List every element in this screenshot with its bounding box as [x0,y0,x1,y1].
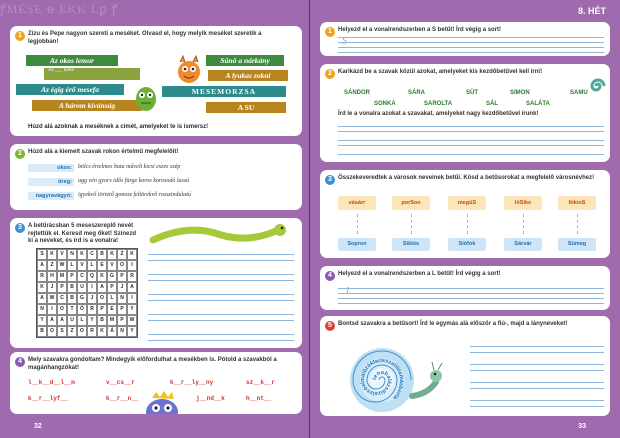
synonym-label: öreg: [28,178,74,186]
grid-cell[interactable]: E [97,260,107,271]
answer-line[interactable] [470,406,604,407]
grid-cell[interactable]: A [47,315,57,326]
grid-cell[interactable]: R [87,304,97,315]
word-option[interactable]: SÁRA [408,90,426,96]
grid-cell[interactable]: W [57,260,67,271]
tale-title: A három kívánság [32,100,142,111]
grid-cell[interactable]: P [107,282,117,293]
grid-cell[interactable]: Y [127,326,137,337]
grid-cell[interactable]: K [127,249,137,260]
grid-cell[interactable]: N [117,326,127,337]
word-option[interactable]: SAROLTA [424,101,453,107]
synonym-words: igyekvő törtető gonosz feltörekvő rosszindulatú [78,192,191,198]
word-blank[interactable]: j__nd__k [196,395,225,402]
connector [523,214,524,234]
answer-line[interactable] [148,294,294,295]
exercise-r3-card [320,170,610,258]
grid-cell[interactable]: W [47,293,57,304]
grid-cell[interactable]: R [87,326,97,337]
spiral-letters-text [336,336,456,414]
writing-line[interactable] [338,37,604,38]
tale-title: MESEMORZSA [162,86,286,97]
tale-title: A lyukas zokni [208,70,288,81]
answer-line[interactable] [470,382,604,383]
grid-cell[interactable]: K [107,249,117,260]
grid-cell[interactable]: Á [107,326,117,337]
grid-cell[interactable]: M [57,271,67,282]
exercise-number: 2 [325,69,335,79]
grid-cell[interactable]: P [57,282,67,293]
answer-line[interactable] [148,340,294,341]
grid-cell[interactable]: N [67,249,77,260]
scrambled-word[interactable]: megüS [448,196,486,210]
grid-cell[interactable]: P [117,271,127,282]
monster-orange-illustration [174,52,204,84]
answer-line[interactable] [470,352,604,353]
grid-cell[interactable]: C [77,271,87,282]
grid-cell[interactable]: K [47,249,57,260]
grid-cell[interactable]: A [97,282,107,293]
answer-line[interactable] [148,274,294,275]
grid-cell[interactable]: B [37,326,47,337]
writing-line[interactable] [338,293,604,294]
grid-cell[interactable]: Z [67,326,77,337]
city-name[interactable]: Sümeg [558,238,596,251]
answer-line[interactable] [338,131,604,132]
sample-letter: L [346,286,352,297]
answer-line[interactable] [148,260,294,261]
answer-line[interactable] [148,334,294,335]
grid-cell[interactable]: K [97,271,107,282]
exercise-number: 1 [15,31,25,41]
writing-line[interactable] [338,288,604,289]
grid-cell[interactable]: Y [37,315,47,326]
word-blank[interactable]: l__k__d__l__m [28,379,75,386]
exercise-3-card [10,218,302,348]
grid-cell[interactable]: P [67,271,77,282]
writing-line[interactable] [338,47,604,48]
grid-cell[interactable]: K [37,282,47,293]
grid-cell[interactable]: I [127,260,137,271]
exercise-r2-card [320,64,610,162]
grid-cell[interactable]: T [67,304,77,315]
word-blank[interactable]: v__cs__r [106,379,135,386]
scrambled-word[interactable]: vásárr [338,196,376,210]
connector [411,214,412,234]
grid-cell[interactable]: J [117,282,127,293]
grid-cell[interactable]: I [127,293,137,304]
writing-line[interactable] [338,298,604,299]
grid-cell[interactable]: N [117,293,127,304]
word-option[interactable]: SONKA [374,101,396,107]
exercise-r1-card [320,22,610,56]
word-blank[interactable]: h__nt__ [246,395,272,402]
exercise-instruction: Helyezd el a vonalrendszerben a L betűt! Írd végig a sort! [338,271,501,277]
word-blank[interactable]: k__r__lyf__ [28,395,68,402]
exercise-instruction: Húzd alá a kiemelt szavak rokon értelmű megfelelőit! [28,149,179,155]
word-option[interactable]: SÜT [466,90,478,96]
decorative-header: ꝭMÉSE ꝋ EKK Lꝑ ꝭ [0,2,119,16]
grid-cell[interactable]: Ö [77,304,87,315]
grid-cell[interactable]: O [97,293,107,304]
answer-line[interactable] [148,280,294,281]
right-page [310,0,620,438]
grid-cell[interactable]: Y [127,304,137,315]
tale-title: Az okos lemur [26,55,118,66]
city-name[interactable]: Siklós [392,238,430,251]
word-blank[interactable]: sz__k__r [246,379,275,386]
exercise-instruction: Karikázd be a szavak közül azokat, amelyeket kis kezdőbetűvel kell írni! [338,69,543,75]
answer-line[interactable] [338,140,604,141]
answer-line[interactable] [470,400,604,401]
exercise-instruction: Bontsd szavakra a betűsort! Írd le egymás alá először a fiú-, majd a lányneveket! [338,321,568,327]
word-option[interactable]: SIMON [510,90,530,96]
answer-line[interactable] [470,388,604,389]
connector [467,214,468,234]
grid-cell[interactable]: N [37,304,47,315]
grid-cell[interactable]: W [127,315,137,326]
writing-line[interactable] [338,52,604,53]
scrambled-word[interactable]: lóSiks [504,196,542,210]
grid-cell[interactable]: V [107,260,117,271]
grid-cell[interactable]: Q [87,271,97,282]
page-number: 32 [34,423,42,430]
grid-cell[interactable]: P [97,304,107,315]
grid-cell[interactable]: U [67,315,77,326]
scrambled-word[interactable]: porSon [392,196,430,210]
writing-line[interactable] [338,303,604,304]
page-number: 33 [578,423,586,430]
grid-cell[interactable]: L [77,315,87,326]
grid-cell[interactable]: R [37,271,47,282]
exercise-subinstruction: Húzd alá azoknak a meséknek a címét, amelyeket te is ismersz! [28,124,209,130]
writing-line[interactable] [338,42,604,43]
tale-title: A SU [206,102,286,113]
synonym-words: bölcs értelmes buta művelt kicsi eszes szép [78,164,181,170]
grid-cell[interactable]: Z [47,260,57,271]
exercise-number: 4 [325,271,335,281]
grid-cell[interactable]: A [37,293,47,304]
exercise-instruction: Helyezd el a vonalrendszerben a S betűt! Írd végig a sort! [338,27,502,33]
exercise-number: 1 [325,27,335,37]
answer-line[interactable] [470,370,604,371]
grid-cell[interactable]: Y [87,315,97,326]
grid-cell[interactable]: H [47,271,57,282]
grid-cell[interactable]: V [77,260,87,271]
grid-cell[interactable]: L [107,293,117,304]
grid-cell[interactable]: J [87,293,97,304]
grid-cell[interactable]: L [87,260,97,271]
grid-cell[interactable]: E [107,304,117,315]
tale-title: Sünö a nárkány [206,55,284,66]
grid-cell[interactable]: S [37,249,47,260]
grid-cell[interactable]: B [97,249,107,260]
answer-line[interactable] [470,346,604,347]
city-name[interactable]: Sopron [338,238,376,251]
letter-grid[interactable] [36,248,138,338]
connector [357,214,358,234]
answer-line[interactable] [470,364,604,365]
answer-line[interactable] [338,145,604,146]
grid-cell[interactable]: R [127,271,137,282]
exercise-instruction: Mely szavakra gondoltam? Mindegyik előfordulhat a mesékben is. Pótold a szavakból a magánhangzókat! [28,357,277,371]
grid-cell[interactable]: S [57,326,67,337]
city-name[interactable]: Sárvár [504,238,542,251]
grid-cell[interactable]: I [47,304,57,315]
exercise-number: 3 [15,223,25,233]
snail-illustration [586,74,610,98]
grid-cell[interactable]: Z [117,249,127,260]
synonym-label: nagyravágyó: [28,192,74,200]
exercise-instruction: A betűrácsban 5 meseszereplő nevét rejtettük el. Keresd meg őket! Színezd ki a neveket, és írd is a vonalra! [28,223,137,245]
exercise-instruction: Zizu és Pepe nagyon szereti a meséket. Olvasd el, hogy melyik meséket szeretik a legjobban! [28,31,262,45]
city-name[interactable]: Siófok [448,238,486,251]
grid-cell[interactable]: M [107,315,117,326]
exercise-subinstruction: Írd le a vonalra azokat a szavakat, amelyeket nagy kezdőbetűvel írunk! [338,111,539,117]
grid-cell[interactable]: O [77,326,87,337]
svg-text:lenabalázsdizsizsóalmalázóklar: lenabalázsdizsizsóalmalázóklarisszalilitamásberta [359,357,405,401]
answer-line[interactable] [148,254,294,255]
grid-cell[interactable]: V [57,249,67,260]
word-option[interactable]: SAMU [570,90,588,96]
grid-cell[interactable]: P [117,315,127,326]
connector [577,214,578,234]
exercise-number: 3 [325,175,335,185]
word-option[interactable]: SÁNDOR [344,90,371,96]
grid-cell[interactable]: A [37,260,47,271]
grid-cell[interactable]: L [67,260,77,271]
exercise-number: 4 [15,357,25,367]
answer-line[interactable] [148,314,294,315]
word-blank[interactable]: k__r__ly__ny [170,379,214,386]
word-option[interactable]: SALÁTA [526,101,550,107]
exercise-number: 2 [15,149,25,159]
answer-line[interactable] [338,154,604,155]
grid-cell[interactable]: O [117,260,127,271]
grid-cell[interactable]: J [47,282,57,293]
grid-cell[interactable]: I [87,282,97,293]
answer-line[interactable] [148,300,294,301]
exercise-number: 5 [325,321,335,331]
synonym-words: agg vén gyors idős fürge koros korosodó lassú [78,178,190,184]
tale-title: Az égig érő mesefa [16,84,124,95]
grid-cell[interactable]: A [57,315,67,326]
grid-cell[interactable]: B [67,282,77,293]
week-header: 8. HÉT [577,6,606,16]
monster-green-illustration [132,80,160,112]
answer-line[interactable] [148,320,294,321]
word-blank[interactable]: k__r__n__ [106,395,139,402]
grid-cell[interactable]: C [57,293,67,304]
synonym-label: okos: [28,164,74,172]
exercise-r4-card [320,266,610,310]
grid-cell[interactable]: P [117,304,127,315]
exercise-instruction: Összekeveredtek a városok neveinek betűi. Kösd a betűsorokat a megfelelő városnévhez! [338,175,595,181]
answer-line[interactable] [338,126,604,127]
word-option[interactable]: SÁL [486,101,498,107]
grid-cell[interactable]: K [97,326,107,337]
grid-cell[interactable]: B [97,315,107,326]
snake-illustration [148,220,298,246]
grid-cell[interactable]: O [47,326,57,337]
exercise-4-card [10,352,302,414]
grid-cell[interactable]: B [67,293,77,304]
monster-blue-illustration [142,390,182,414]
exercise-r5-card [320,316,610,416]
tale-title: Az ___ holló [44,68,140,80]
grid-cell[interactable]: C [87,249,97,260]
grid-cell[interactable]: G [107,271,117,282]
grid-cell[interactable]: A [127,282,137,293]
exercise-2-card [10,144,302,210]
exercise-1-card [10,26,302,136]
scrambled-word[interactable]: fókioS [558,196,596,210]
grid-cell[interactable]: U [77,282,87,293]
grid-cell[interactable]: K [77,249,87,260]
grid-cell[interactable]: O [57,304,67,315]
sample-letter: S [342,36,347,47]
grid-cell[interactable]: G [77,293,87,304]
